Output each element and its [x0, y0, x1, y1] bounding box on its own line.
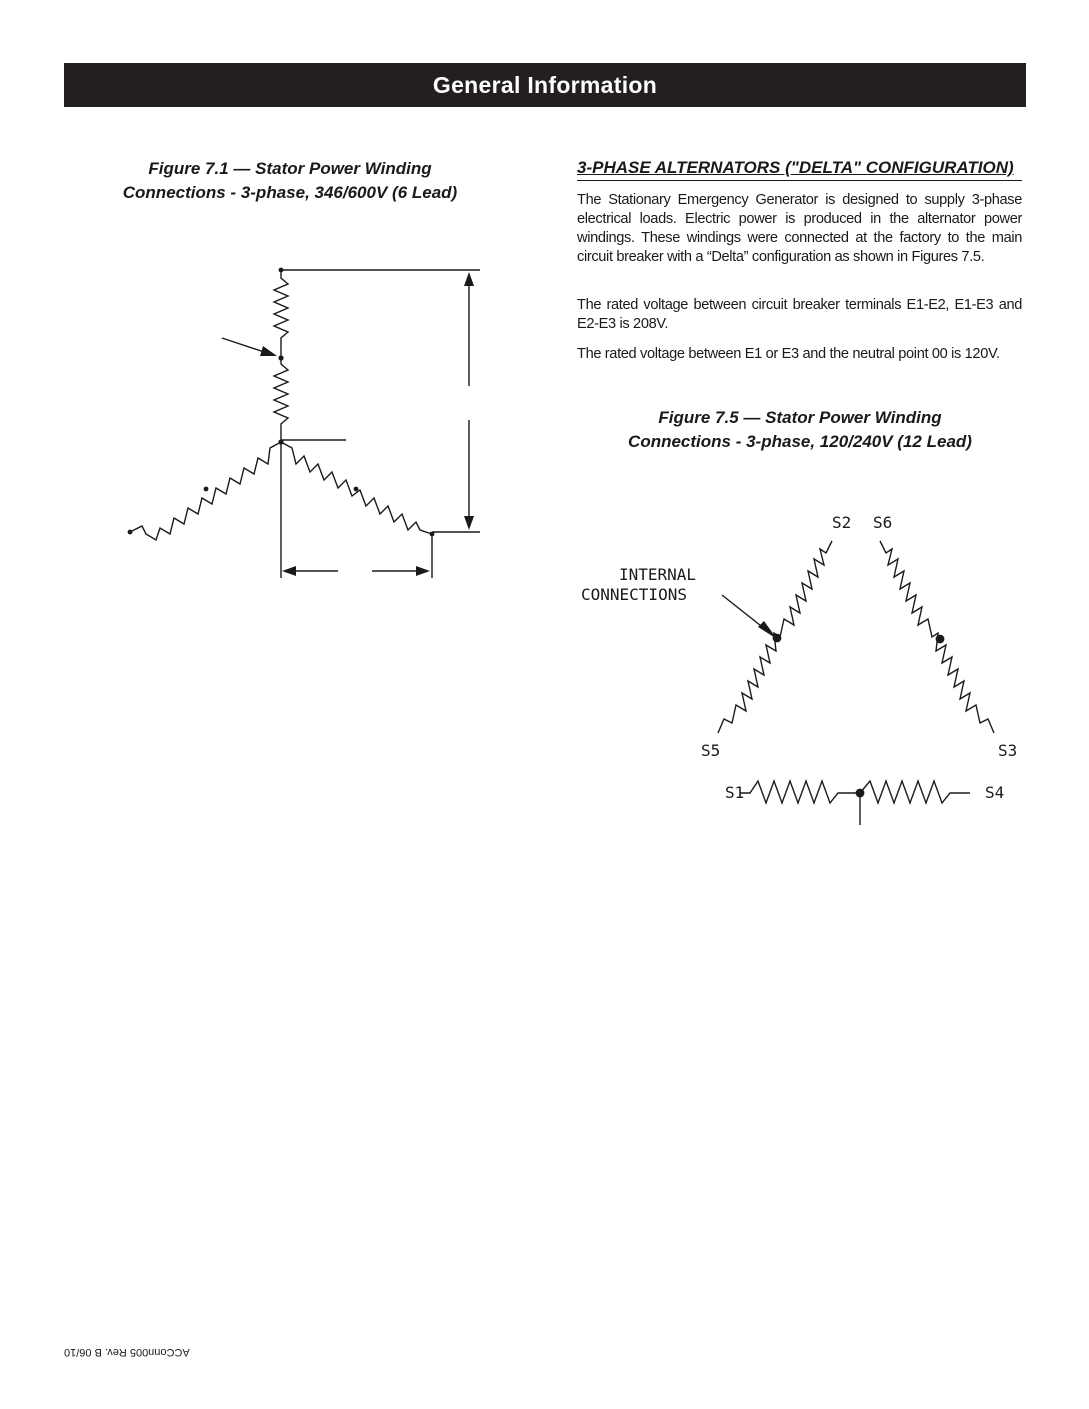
figure-7-5-caption	[590, 406, 1010, 454]
body-paragraph-2: The rated voltage between circuit breaker terminals E1-E2, E1-E3 and E2-E3 is 208V.	[577, 297, 1022, 332]
figure-7-5-delta-diagram	[570, 505, 1040, 835]
wye-vertical-winding-upper	[274, 270, 288, 358]
wye-vertical-winding-lower	[274, 358, 288, 442]
figure-7-1-wye-diagram	[120, 260, 490, 590]
label-s6: S6	[873, 513, 893, 532]
figure-7-5-caption-line1: Figure 7.5 — Stator Power Winding	[658, 408, 942, 427]
section-heading-text: 3-PHASE ALTERNATORS ("DELTA" CONFIGURATION)	[577, 158, 1014, 177]
figure-7-1-caption-line2: Connections - 3-phase, 346/600V (6 Lead)	[122, 183, 458, 202]
header-bar	[64, 63, 1026, 107]
label-internal-line2: CONNECTIONS	[581, 585, 687, 604]
footer-doc-code: ACConn005 Rev. B 06/10	[64, 1346, 190, 1358]
body-paragraph-3: The rated voltage between E1 or E3 and the neutral point 00 is 120V.	[577, 346, 1000, 362]
page-title: General Information	[432, 71, 658, 98]
body-paragraph-1: The Stationary Emergency Generator is designed to supply 3-phase electrical loads. Electric power is produced in the alternator power windings. These windings were connected at the factory to the main circuit breaker with a “Delta” configuration as shown in Figures 7.5.	[577, 192, 1022, 265]
figure-7-1-caption-line1: Figure 7.1 — Stator Power Winding	[148, 159, 432, 178]
label-s2: S2	[832, 513, 852, 532]
label-s4: S4	[985, 783, 1005, 802]
figure-7-1-caption	[100, 157, 480, 205]
figure-7-5-caption-line2: Connections - 3-phase, 120/240V (12 Lead)	[628, 432, 972, 451]
label-internal-line1: INTERNAL	[619, 565, 697, 584]
label-s5: S5	[701, 741, 721, 760]
label-s1: S1	[725, 783, 745, 802]
label-s3: S3	[998, 741, 1018, 760]
section-heading	[577, 157, 1022, 181]
delta-bottom-winding	[740, 781, 970, 803]
